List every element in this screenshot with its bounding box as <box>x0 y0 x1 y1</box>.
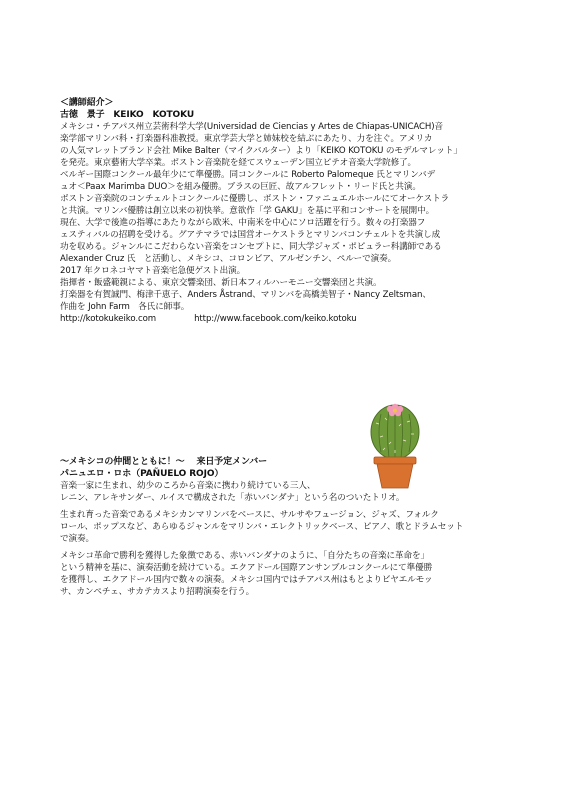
bio-line: ュオ＜Paax Marimba DUO＞を組み優勝。ブラスの巨匠、故アルフレット・リード氏と共演。 <box>60 182 421 192</box>
bio-line: を発売。東京藝術大学卒業。ボストン音楽院を経てスウェーデン国立ピテオ音楽大学院修了。 <box>60 158 417 168</box>
bio-line: 打楽器を有賀誠門、梅津千恵子、Anders Åstrand、マリンバを高橋美智子・Nancy Zeltsman、 <box>60 290 431 300</box>
paragraph-line: ロール、ポップスなど、あらゆるジャンルをマリンバ・エレクトリックベース、ピアノ、歌とドラムセット <box>60 522 464 532</box>
bio-line: 楽学部マリンバ科・打楽器科准教授。東京学芸大学と姉妹校を結ぶにあたり、力を注ぐ。アメリカ <box>60 134 433 144</box>
paragraph-line: 音楽一家に生まれ、幼少のころから音楽に携わり続けている三人、 <box>60 481 316 491</box>
section-title: ＜講師紹介＞ <box>60 98 114 108</box>
bio-line: 作曲を John Farm 各氏に師事。 <box>60 302 190 312</box>
bio-line: 2017 年クロネコヤマト音楽宅急便ゲスト出演。 <box>60 266 246 276</box>
bio-line: ボストン音楽院のコンチェルトコンクールに優勝し、ボストン・ファニュエルホールにてオーケストラ <box>60 194 450 204</box>
bio-line: ェスティバルの招聘を受ける。グアテマラでは国営オーケストラとマリンバコンチェルトを共演し成 <box>60 230 441 240</box>
paragraph-line: で演奏。 <box>60 534 94 544</box>
links-row <box>60 313 508 325</box>
bio-line: の人気マレットブランド会社 Mike Balter（マイクバルター）より「KEIKO KOTOKU のモデルマレット」 <box>60 146 462 156</box>
bio-line: 現在、大学で後進の指導にあたりながら欧米、中南米を中心にソロ活躍を行う。数々の打楽器フ <box>60 218 426 228</box>
homepage-link[interactable]: http://kotokukeiko.com <box>60 314 157 324</box>
bio-line: ベルギー国際コンクール最年少にて準優勝。同コンクールに Roberto Palomeque 氏とマリンバデ <box>60 170 436 180</box>
group-section <box>60 456 508 598</box>
section-title: ～メキシコの仲間とともに！～ 来日予定メンバー <box>60 457 268 467</box>
paragraph-line: を獲得し、エクアドール国内で数々の演奏。メキシコ国内ではチアパス州はもとよりビヤエルモッ <box>60 575 433 585</box>
bio-line: と共演。マリンバ優勝は創立以来の初快挙。意欲作「学 GAKU」を基に平和コンサートを展開中。 <box>60 206 435 216</box>
paragraph-line: レニン、アレキサンダー、ルイスで構成された「赤いバンダナ」という名のついたトリオ。 <box>60 493 405 503</box>
instructor-section <box>60 97 508 325</box>
paragraph-line: 生まれ育った音楽であるメキシカンマリンバをベースに、サルサやフュージョン、ジャズ、フォルク <box>60 510 439 520</box>
bio-line: 功を収める。ジャンルにこだわらない音楽をコンセプトに、同大学ジャズ・ポピュラー科講師である <box>60 242 442 252</box>
bio-line: 指揮者・飯盛範親による、東京交響楽団、新日本フィルハーモニー交響楽団と共演。 <box>60 278 382 288</box>
group-name: パニュエロ・ロホ（PAÑUELO ROJO） <box>60 469 224 479</box>
bio-line: Alexander Cruz 氏 と活動し、メキシコ、コロンビア、アルゼンチン、ペルーで演奏。 <box>60 254 397 264</box>
instructor-bio <box>60 121 508 313</box>
instructor-name: 古徳 景子 KEIKO KOTOKU <box>60 110 195 120</box>
paragraph-line: という精神を基に、演奏活動を続けている。エクアドール国際アンサンブルコンクールにて準優勝 <box>60 563 433 573</box>
bio-line: メキシコ・チアパス州立芸術科学大学(Universidad de Ciencias y Artes de Chiapas-UNICACH)音 <box>60 122 444 132</box>
paragraph-line: サ、カンペチェ、サカテカスより招聘演奏を行う。 <box>60 587 255 597</box>
facebook-link[interactable]: http://www.facebook.com/keiko.kotoku <box>194 314 357 324</box>
paragraph-line: メキシコ革命で勝利を獲得した象徴である、赤いバンダナのように、「自分たちの音楽に革命を」 <box>60 551 429 561</box>
